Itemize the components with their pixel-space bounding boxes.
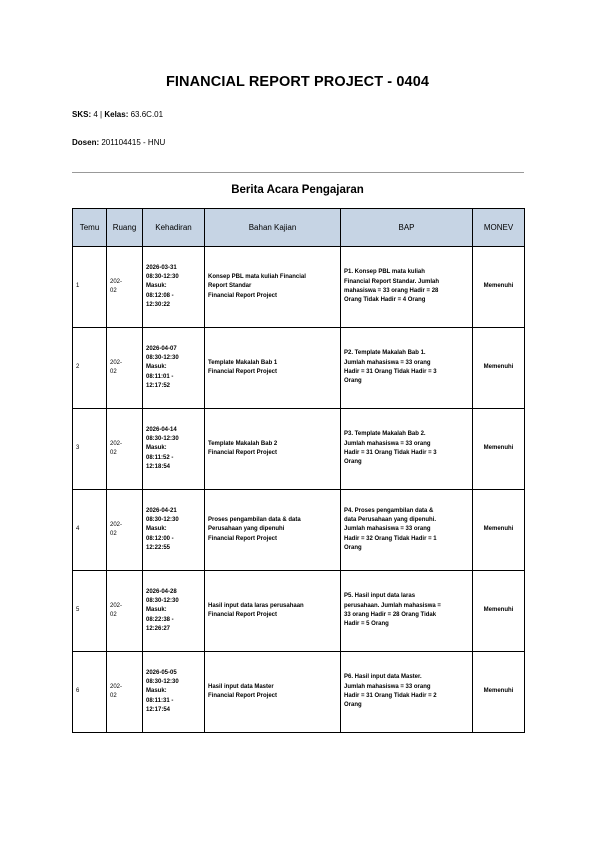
cell-ruang <box>107 409 143 490</box>
cell-ruang-line: 02 <box>110 450 117 456</box>
table-row <box>73 409 525 490</box>
cell-kehadiran-line: 08:30-12:30 <box>146 436 179 443</box>
cell-bap-line: P6. Hasil input data Master. <box>344 674 422 681</box>
cell-bahan-kajian-line: Report Standar <box>208 283 252 290</box>
cell-bap-line: Jumlah mahasiswa = 33 orang <box>344 526 431 533</box>
cell-bap-line: Financial Report Standar. Jumlah <box>344 278 440 285</box>
cell-bap-line: perusahaan. Jumlah mahasiswa = <box>344 602 441 609</box>
cell-bap-line: Hadir = 31 Orang Tidak Hadir = 3 <box>344 450 437 456</box>
header-ruang: Ruang <box>107 209 143 247</box>
cell-kehadiran-line: 12:18:54 <box>146 463 171 470</box>
cell-kehadiran <box>143 571 205 652</box>
cell-bahan-kajian <box>205 409 341 490</box>
table-row <box>73 652 525 733</box>
cell-ruang-line: 202- <box>110 521 123 528</box>
cell-bap-line: P5. Hasil input data laras <box>344 593 416 600</box>
cell-bahan-kajian <box>205 571 341 652</box>
cell-bap-line: 33 orang Hadir = 28 Orang Tidak <box>344 612 437 618</box>
cell-kehadiran-line: 12:30:22 <box>146 301 171 308</box>
header-bap: BAP <box>341 209 473 247</box>
cell-kehadiran-line: 08:30-12:30 <box>146 274 179 281</box>
cell-temu: 5 <box>73 571 107 652</box>
cell-temu: 4 <box>73 490 107 571</box>
cell-bap-line: Orang <box>344 544 362 551</box>
cell-kehadiran <box>143 490 205 571</box>
cell-bahan-kajian-line: Template Makalah Bab 2 <box>208 440 278 447</box>
cell-ruang <box>107 571 143 652</box>
cell-ruang-line: 202- <box>110 278 123 285</box>
cell-bahan-kajian-line: Financial Report Project <box>208 693 278 699</box>
cell-monev: Memenuhi <box>473 409 525 490</box>
header-kehadiran: Kehadiran <box>143 209 205 247</box>
cell-kehadiran-line: Masuk: <box>146 283 167 290</box>
cell-kehadiran-line: 08:30-12:30 <box>146 355 179 362</box>
cell-monev: Memenuhi <box>473 247 525 328</box>
cell-bahan-kajian-line: Hasil input data laras perusahaan <box>208 602 304 609</box>
cell-bahan-kajian <box>205 490 341 571</box>
cell-bap-line: P3. Template Makalah Bab 2. <box>344 431 426 438</box>
table-row <box>73 328 525 409</box>
cell-kehadiran-line: 08:11:01 - <box>146 373 174 380</box>
cell-ruang-line: 02 <box>110 693 117 699</box>
header-bahan-kajian: Bahan Kajian <box>205 209 341 247</box>
cell-kehadiran-line: 08:30-12:30 <box>146 517 179 524</box>
table-header-row <box>73 209 525 247</box>
cell-bahan-kajian-line: Hasil input data Master <box>208 683 274 690</box>
cell-bap-line: Hadir = 32 Orang Tidak Hadir = 1 <box>344 535 437 542</box>
table-row <box>73 571 525 652</box>
cell-temu: 1 <box>73 247 107 328</box>
cell-ruang <box>107 328 143 409</box>
header-temu: Temu <box>73 209 107 247</box>
cell-bap-line: Jumlah mahasiswa = 33 orang <box>344 440 431 447</box>
cell-temu: 2 <box>73 328 107 409</box>
document-title: FINANCIAL REPORT PROJECT - 0404 <box>165 74 430 90</box>
cell-temu: 6 <box>73 652 107 733</box>
cell-kehadiran-line: 08:30-12:30 <box>146 679 179 686</box>
cell-bap-line: Hadir = 31 Orang Tidak Hadir = 2 <box>344 693 437 699</box>
cell-bahan-kajian-line: Financial Report Project <box>208 535 278 542</box>
cell-kehadiran-line: 2026-04-28 <box>146 588 177 595</box>
cell-monev: Memenuhi <box>473 571 525 652</box>
cell-kehadiran-line: 08:12:08 - <box>146 292 174 299</box>
cell-ruang <box>107 490 143 571</box>
cell-kehadiran-line: 12:22:55 <box>146 544 171 551</box>
divider <box>72 172 524 173</box>
cell-kehadiran-line: 2026-04-21 <box>146 507 177 514</box>
cell-bap <box>341 328 473 409</box>
cell-kehadiran-line: 12:17:52 <box>146 382 171 389</box>
sks-label: SKS: <box>72 110 92 119</box>
cell-bap-line: mahasiswa = 33 orang Hadir = 28 <box>344 288 439 294</box>
cell-bap-line: Orang <box>344 702 362 709</box>
cell-bahan-kajian-line: Template Makalah Bab 1 <box>208 359 278 366</box>
cell-kehadiran-line: Masuk: <box>146 364 167 371</box>
cell-bahan-kajian-line: Financial Report Project <box>208 292 278 299</box>
cell-kehadiran <box>143 409 205 490</box>
cell-kehadiran-line: 08:11:52 - <box>146 454 174 461</box>
cell-kehadiran-line: Masuk: <box>146 607 167 614</box>
cell-ruang-line: 02 <box>110 288 117 294</box>
cell-ruang <box>107 247 143 328</box>
cell-bap-line: P2. Template Makalah Bab 1. <box>344 350 426 357</box>
lecturer-meta <box>72 138 165 147</box>
cell-bap-line: Orang <box>344 378 362 385</box>
cell-bap-line: P1. Konsep PBL mata kuliah <box>344 269 425 276</box>
cell-bahan-kajian-line: Financial Report Project <box>208 450 278 456</box>
cell-kehadiran-line: Masuk: <box>146 445 167 452</box>
cell-kehadiran-line: 2026-04-07 <box>146 345 177 352</box>
cell-kehadiran-line: 2026-04-14 <box>146 426 177 433</box>
cell-bap <box>341 247 473 328</box>
cell-bahan-kajian-line: Financial Report Project <box>208 612 278 618</box>
cell-bap <box>341 409 473 490</box>
kelas-label: Kelas: <box>104 110 129 119</box>
cell-bahan-kajian-line: Financial Report Project <box>208 369 278 375</box>
dosen-value: 201104415 - HNU <box>101 138 166 147</box>
cell-kehadiran <box>143 328 205 409</box>
cell-bap-line: Jumlah mahasiswa = 33 orang <box>344 683 431 690</box>
cell-kehadiran-line: 08:11:31 - <box>146 697 174 704</box>
cell-bap-line: Hadir = 5 Orang <box>344 621 389 628</box>
cell-bahan-kajian <box>205 328 341 409</box>
cell-kehadiran-line: Masuk: <box>146 526 167 533</box>
cell-ruang-line: 02 <box>110 612 117 618</box>
cell-bap-line: Orang <box>344 459 362 466</box>
cell-bap-line: Jumlah mahasiswa = 33 orang <box>344 359 431 366</box>
cell-ruang <box>107 652 143 733</box>
cell-bap-line: P4. Proses pengambilan data & <box>344 507 434 514</box>
attendance-table <box>72 208 525 733</box>
table-body <box>73 247 525 733</box>
header-monev: MONEV <box>473 209 525 247</box>
kelas-value: 63.6C.01 <box>130 110 164 119</box>
cell-bap-line: Hadir = 31 Orang Tidak Hadir = 3 <box>344 369 437 375</box>
meta-separator: | <box>100 110 103 119</box>
cell-bahan-kajian-line: Perusahaan yang dipenuhi <box>208 526 285 533</box>
cell-kehadiran-line: 12:17:54 <box>146 706 171 713</box>
cell-ruang-line: 202- <box>110 440 123 447</box>
cell-ruang-line: 202- <box>110 359 123 366</box>
cell-ruang-line: 02 <box>110 531 117 537</box>
cell-kehadiran <box>143 247 205 328</box>
cell-monev: Memenuhi <box>473 490 525 571</box>
cell-bap <box>341 571 473 652</box>
cell-ruang-line: 02 <box>110 369 117 375</box>
cell-bahan-kajian <box>205 652 341 733</box>
cell-temu: 3 <box>73 409 107 490</box>
cell-bap <box>341 652 473 733</box>
course-meta <box>72 110 163 119</box>
cell-bap-line: data Perusahaan yang dipenuhi. <box>344 517 437 524</box>
cell-kehadiran-line: 12:26:27 <box>146 625 171 632</box>
cell-kehadiran <box>143 652 205 733</box>
cell-kehadiran-line: 08:30-12:30 <box>146 598 179 605</box>
cell-monev: Memenuhi <box>473 652 525 733</box>
cell-bap-line: Orang Tidak Hadir = 4 Orang <box>344 297 426 304</box>
cell-ruang-line: 202- <box>110 683 123 690</box>
cell-kehadiran-line: Masuk: <box>146 688 167 695</box>
cell-bahan-kajian <box>205 247 341 328</box>
cell-kehadiran-line: 08:22:38 - <box>146 616 174 623</box>
cell-kehadiran-line: 2026-03-31 <box>146 264 177 271</box>
table-row <box>73 490 525 571</box>
section-title: Berita Acara Pengajaran <box>231 184 364 196</box>
sks-value: 4 <box>93 110 98 119</box>
cell-kehadiran-line: 08:12:00 - <box>146 535 174 542</box>
cell-bap <box>341 490 473 571</box>
table-row <box>73 247 525 328</box>
cell-monev: Memenuhi <box>473 328 525 409</box>
cell-ruang-line: 202- <box>110 602 123 609</box>
cell-bahan-kajian-line: Konsep PBL mata kuliah Financial <box>208 274 306 281</box>
cell-bahan-kajian-line: Proses pengambilan data & data <box>208 517 301 524</box>
cell-kehadiran-line: 2026-05-05 <box>146 669 177 676</box>
dosen-label: Dosen: <box>72 138 100 147</box>
